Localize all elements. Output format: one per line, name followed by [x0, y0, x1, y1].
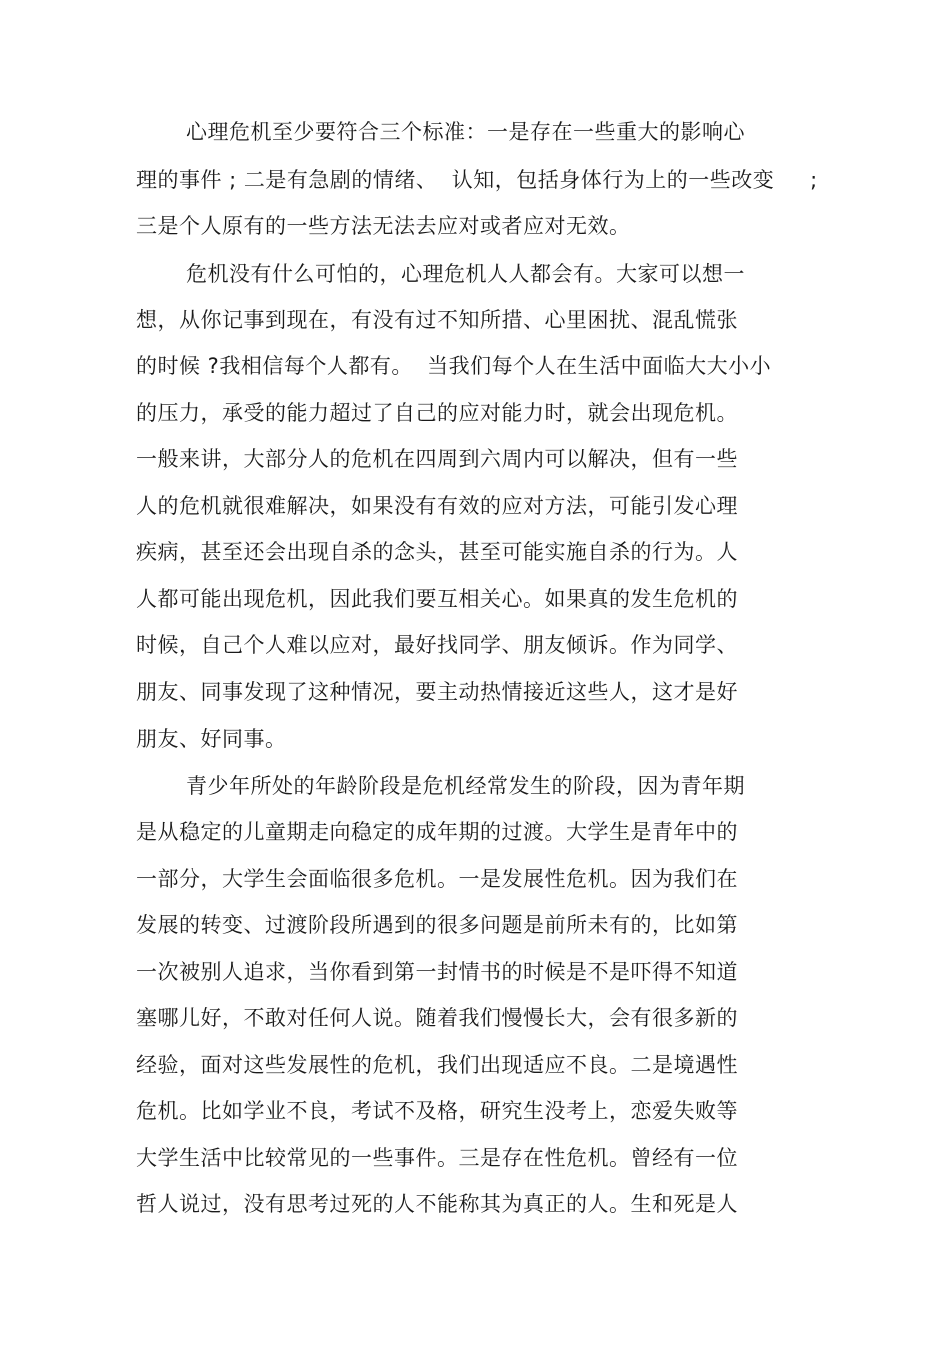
text-line: 疾病，甚至还会出现自杀的念头，甚至可能实施自杀的行为。人	[136, 540, 738, 564]
text-line: 朋友、同事发现了这种情况，要主动热情接近这些人，这才是好	[136, 680, 738, 704]
text-line: 危机没有什么可怕的，心理危机人人都会有。大家可以想一	[186, 262, 745, 286]
text-line: 一次被别人追求，当你看到第一封情书的时候是不是吓得不知道	[136, 960, 738, 984]
text-line: 心理危机至少要符合三个标准：一是存在一些重大的影响心	[186, 120, 745, 144]
text-line: 青少年所处的年龄阶段是危机经常发生的阶段，因为青年期	[186, 774, 745, 798]
text-line: 经验，面对这些发展性的危机，我们出现适应不良。二是境遇性	[136, 1053, 738, 1077]
text-line: 的压力，承受的能力超过了自己的应对能力时，就会出现危机。	[136, 401, 738, 425]
text-line: 哲人说过，没有思考过死的人不能称其为真正的人。生和死是人	[136, 1192, 738, 1216]
text-line: 塞哪儿好，不敢对任何人说。随着我们慢慢长大，会有很多新的	[136, 1006, 738, 1030]
text-line: 的时候 ?我相信每个人都有。 当我们每个人在生活中面临大大小小	[136, 354, 772, 378]
text-line: 人都可能出现危机，因此我们要互相关心。如果真的发生危机的	[136, 587, 738, 611]
text-line: 危机。比如学业不良，考试不及格，研究生没考上，恋爱失败等	[136, 1099, 738, 1123]
text-line: 大学生活中比较常见的一些事件。三是存在性危机。曾经有一位	[136, 1146, 738, 1170]
text-line: 时候，自己个人难以应对，最好找同学、朋友倾诉。作为同学、	[136, 633, 738, 657]
text-line: 人的危机就很难解决，如果没有有效的应对方法，可能引发心理	[136, 494, 738, 518]
text-line: 想，从你记事到现在，有没有过不知所措、心里困扰、混乱慌张	[136, 308, 738, 332]
text-line: 朋友、好同事。	[136, 727, 287, 751]
text-line: 理的事件 ; 二是有急剧的情绪、 认知，包括身体行为上的一些改变 ;	[136, 168, 818, 192]
text-line: 是从稳定的儿童期走向稳定的成年期的过渡。大学生是青年中的	[136, 820, 738, 844]
text-line: 三是个人原有的一些方法无法去应对或者应对无效。	[136, 214, 631, 238]
text-line: 一般来讲，大部分人的危机在四周到六周内可以解决，但有一些	[136, 447, 738, 471]
text-line: 发展的转变、过渡阶段所遇到的很多问题是前所未有的，比如第	[136, 913, 738, 937]
text-line: 一部分，大学生会面临很多危机。一是发展性危机。因为我们在	[136, 867, 738, 891]
